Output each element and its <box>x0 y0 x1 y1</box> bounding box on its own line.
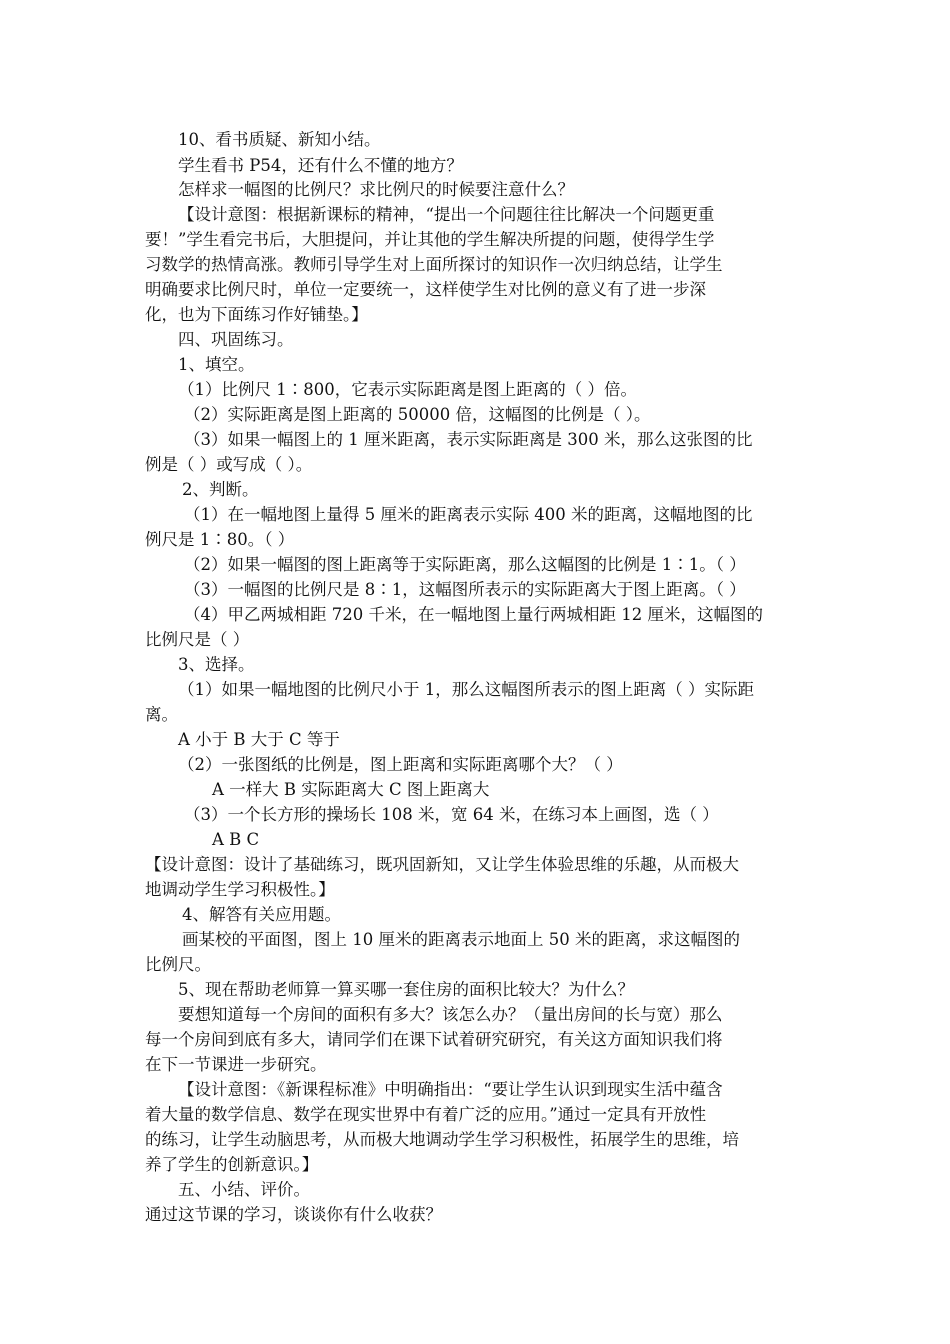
text-line: （3）一个长方形的操场长 108 米，宽 64 米，在练习本上画图，选（ ） <box>184 805 719 824</box>
text-line: 通过这节课的学习，谈谈你有什么收获？ <box>145 1205 442 1224</box>
text-line: 10、看书质疑、新知小结。 <box>178 130 381 149</box>
text-line: （3）一幅图的比例尺是 8∶1，这幅图所表示的实际距离大于图上距离。（ ） <box>184 580 746 599</box>
section-heading: 四、巩固练习。 <box>178 330 294 349</box>
text-line: 要想知道每一个房间的面积有多大？该怎么办？（量出房间的长与宽）那么 <box>178 1005 723 1024</box>
text-line: （2）一张图纸的比例是，图上距离和实际距离哪个大？（ ） <box>178 755 623 774</box>
text-line: 每一个房间到底有多大，请同学们在课下试着研究研究，有关这方面知识我们将 <box>145 1030 723 1049</box>
text-line: （2）实际距离是图上距离的 50000 倍，这幅图的比例是（ ）。 <box>184 405 651 424</box>
text-line: 【设计意图：根据新课标的精神，“提出一个问题往往比解决一个问题更重 <box>178 205 715 224</box>
text-line: 画某校的平面图，图上 10 厘米的距离表示地面上 50 米的距离，求这幅图的 <box>182 930 740 949</box>
text-line: 习数学的热情高涨。教师引导学生对上面所探讨的知识作一次归纳总结，让学生 <box>145 255 723 274</box>
option-line: A 一样大 B 实际距离大 C 图上距离大 <box>212 780 490 799</box>
option-line: A 小于 B 大于 C 等于 <box>178 730 340 749</box>
text-line: 怎样求一幅图的比例尺？求比例尺的时候要注意什么？ <box>178 180 574 199</box>
text-line: 的练习，让学生动脑思考，从而极大地调动学生学习积极性，拓展学生的思维，培 <box>145 1130 739 1149</box>
text-line: 养了学生的创新意识。】 <box>145 1155 319 1174</box>
option-line: A B C <box>212 830 260 849</box>
subsection-heading: 2、判断。 <box>182 480 259 499</box>
text-line: 离。 <box>145 705 178 724</box>
text-line: 【设计意图：设计了基础练习，既巩固新知，又让学生体验思维的乐趣，从而极大 <box>145 855 739 874</box>
subsection-heading: 3、选择。 <box>178 655 255 674</box>
text-line: （1）比例尺 1∶800，它表示实际距离是图上距离的（ ）倍。 <box>178 380 637 399</box>
text-line: 化，也为下面练习作好铺垫。】 <box>145 305 368 324</box>
text-line: 比例尺。 <box>145 955 211 974</box>
text-line: 要！”学生看完书后，大胆提问，并让其他的学生解决所提的问题，使得学生学 <box>145 230 715 249</box>
text-line: 明确要求比例尺时，单位一定要统一，这样使学生对比例的意义有了进一步深 <box>145 280 706 299</box>
text-line: 学生看书 P54，还有什么不懂的地方？ <box>178 156 463 175</box>
subsection-heading: 1、填空。 <box>178 355 255 374</box>
text-line: 着大量的数学信息、数学在现实世界中有着广泛的应用。”通过一定具有开放性 <box>145 1105 707 1124</box>
text-line: 在下一节课进一步研究。 <box>145 1055 327 1074</box>
text-line: 【设计意图：《新课程标准》中明确指出：“要让学生认识到现实生活中蕴含 <box>178 1080 723 1099</box>
section-heading: 五、小结、评价。 <box>178 1180 310 1199</box>
text-line: （1）在一幅地图上量得 5 厘米的距离表示实际 400 米的距离，这幅地图的比 <box>184 505 753 524</box>
text-line: 地调动学生学习积极性。】 <box>145 880 335 899</box>
text-line: （3）如果一幅图上的 1 厘米距离，表示实际距离是 300 米，那么这张图的比 <box>184 430 753 449</box>
text-line: （4）甲乙两城相距 720 千米，在一幅地图上量行两城相距 12 厘米，这幅图的 <box>184 605 763 624</box>
text-line: 例是（ ）或写成（ ）。 <box>145 455 313 474</box>
subsection-heading: 4、解答有关应用题。 <box>182 905 341 924</box>
text-line: 例尺是 1∶80。（ ） <box>145 530 295 549</box>
text-line: （2）如果一幅图的图上距离等于实际距离，那么这幅图的比例是 1∶1。（ ） <box>184 555 746 574</box>
text-line: 比例尺是（ ） <box>145 630 250 649</box>
text-line: （1）如果一幅地图的比例尺小于 1，那么这幅图所表示的图上距离（ ）实际距 <box>178 680 754 699</box>
subsection-heading: 5、现在帮助老师算一算买哪一套住房的面积比较大？为什么？ <box>178 980 634 999</box>
